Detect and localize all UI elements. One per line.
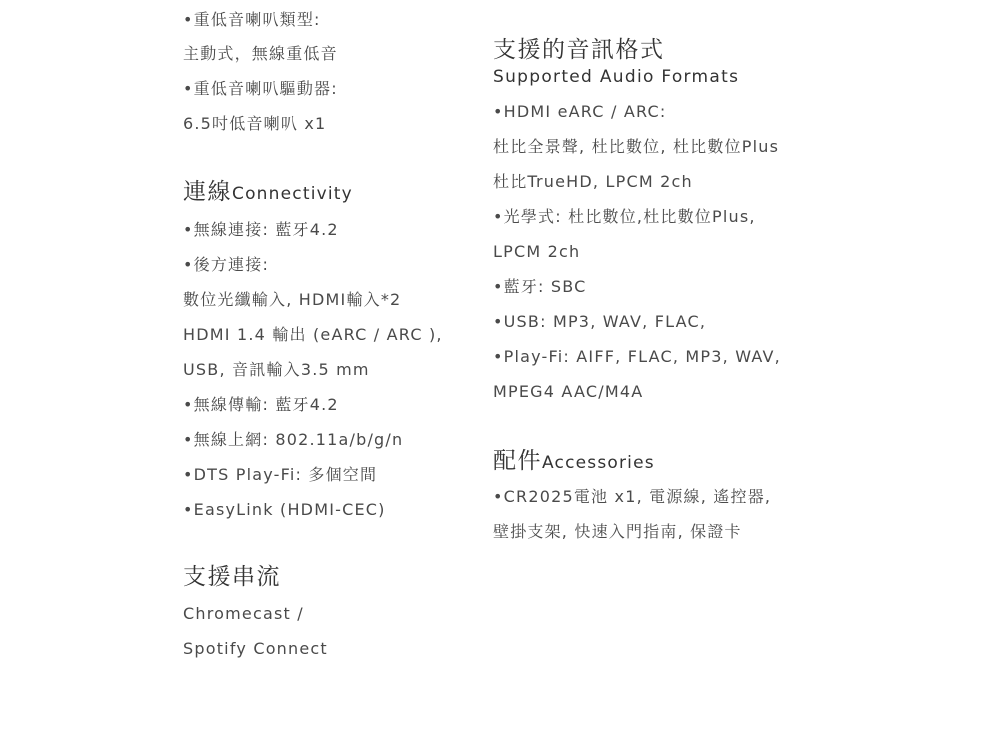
streaming-line-1: Chromecast / [183,604,304,623]
rear-connection-label: •後方連接: [183,255,270,274]
wireless-connection: •無線連接: 藍牙4.2 [183,220,339,239]
hdmi-formats-line-1: 杜比全景聲, 杜比數位, 杜比數位Plus [493,137,780,156]
subwoofer-type-label: •重低音喇叭類型: [183,10,321,29]
accessories-heading-en: Accessories [542,453,655,473]
optical-formats-line-1: •光學式: 杜比數位,杜比數位Plus, [493,207,756,226]
easylink: •EasyLink (HDMI-CEC) [183,500,386,519]
play-fi-rooms: •DTS Play-Fi: 多個空間 [183,465,378,484]
accessories-line-1: •CR2025電池 x1, 電源線, 遙控器, [493,487,772,506]
accessories-heading [493,447,655,477]
accessories-line-2: 壁掛支架, 快速入門指南, 保證卡 [493,522,742,541]
audio-formats-subheading: Supported Audio Formats [493,67,740,87]
subwoofer-type-value: 主動式，無線重低音 [183,44,338,63]
wireless-network: •無線上網: 802.11a/b/g/n [183,430,404,449]
accessories-heading-zh: 配件 [493,448,542,474]
audio-formats-heading: 支援的音訊格式 [493,37,665,63]
streaming-heading: 支援串流 [183,564,281,590]
wireless-transfer: •無線傳輸: 藍牙4.2 [183,395,339,414]
usb-formats: •USB: MP3, WAV, FLAC, [493,312,707,331]
hdmi-formats-label: •HDMI eARC / ARC: [493,102,667,121]
subwoofer-driver-label: •重低音喇叭驅動器: [183,79,338,98]
bluetooth-formats: •藍牙: SBC [493,277,587,296]
subwoofer-driver-value: 6.5吋低音喇叭 x1 [183,114,327,133]
play-fi-formats-line-1: •Play-Fi: AIFF, FLAC, MP3, WAV, [493,347,781,366]
connectivity-heading-en: Connectivity [232,184,353,204]
hdmi-formats-line-2: 杜比TrueHD, LPCM 2ch [493,172,693,191]
connectivity-heading [183,178,353,208]
connectivity-heading-zh: 連線 [183,179,232,205]
rear-connection-line-3: USB, 音訊輸入3.5 mm [183,360,370,379]
streaming-line-2: Spotify Connect [183,639,328,658]
rear-connection-line-1: 數位光纖輸入, HDMI輸入*2 [183,290,402,309]
play-fi-formats-line-2: MPEG4 AAC/M4A [493,382,644,401]
rear-connection-line-2: HDMI 1.4 輸出 (eARC / ARC ), [183,325,443,344]
optical-formats-line-2: LPCM 2ch [493,242,581,261]
